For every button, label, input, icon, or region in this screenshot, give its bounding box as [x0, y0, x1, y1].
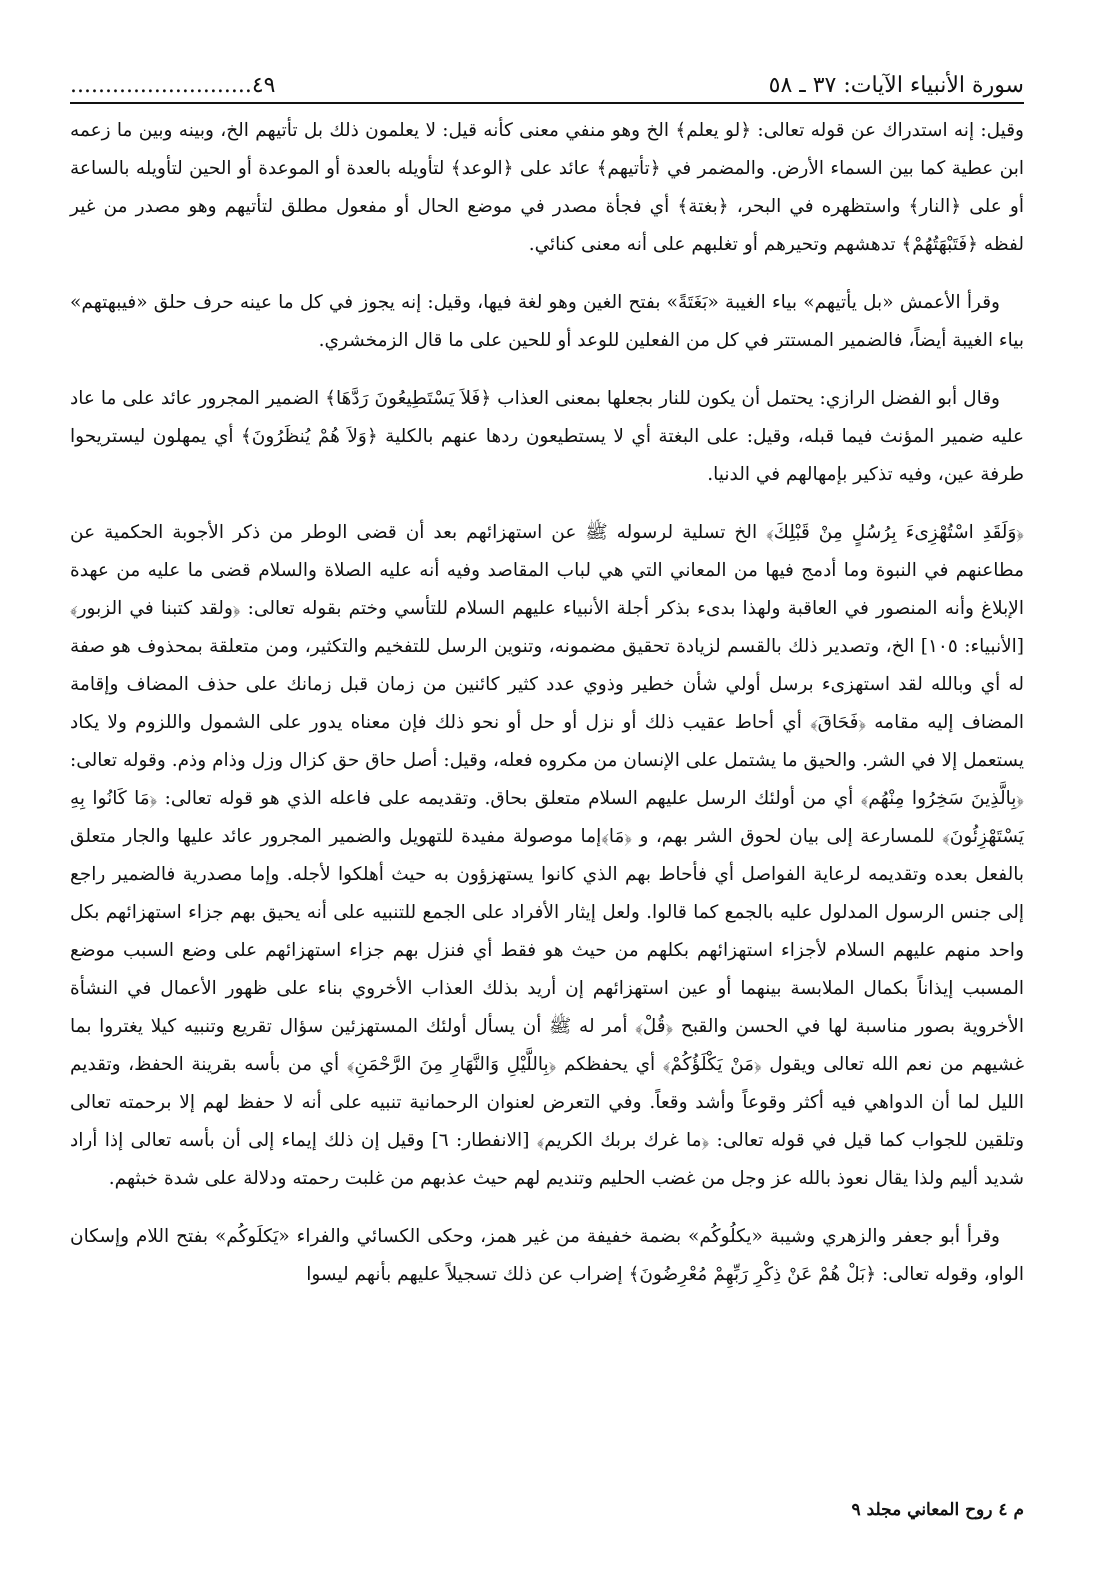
paragraph: وقرأ الأعمش «بل يأتيهم» بياء الغيبة «بَغَتَةً» بفتح الغين وهو لغة فيها، وقيل: إنه يجوز في كل ما عينه حرف حلق «فيبهتهم» بياء الغيبة أيضاً، فالضمير المستتر في كل من الفعلين للوعد أو للحين على ما قال الزمخشري. [70, 292, 1024, 351]
page-body [70, 112, 1024, 1306]
paragraph: ﴿وَلَقَدِ اسْتُهْزِىءَ بِرُسُلٍ مِنْ قَبْلِكَ﴾ الخ تسلية لرسوله ﷺ عن استهزائهم بعد أن قضى الوطر من ذكر الأجوبة الحكمية عن مطاعنهم في النبوة وما أدمج فيها من المعاني التي هي لباب المقاصد وفيه أنه عليه الصلاة والسلام قضى ما عليه من عهدة الإبلاغ وأنه المنصور في العاقبة ولهذا بدىء بذكر أجلة الأنبياء عليهم السلام للتأسي وختم بقوله تعالى: ﴿ولقد كتبنا في الزبور﴾ [الأنبياء: ١٠٥] الخ، وتصدير ذلك بالقسم لزيادة تحقيق مضمونه، وتنوين الرسل للتفخيم والتكثير، ومن متعلقة بمحذوف هو صفة له أي وبالله لقد استهزىء برسل أولي شأن خطير وذوي عدد كثير كائنين من زمان قبل زمانك على حذف المضاف وإقامة المضاف إليه مقامه ﴿فَحَاقَ﴾ أي أحاط عقيب ذلك أو نزل أو حل أو نحو ذلك فإن معناه يدور على الشمول واللزوم ولا يكاد يستعمل إلا في الشر. والحيق ما يشتمل على الإنسان من مكروه فعله، وقيل: أصل حاق حق كزال وزل وذام وذم. وقوله تعالى: ﴿بِالَّذِينَ سَخِرُوا مِنْهُم﴾ أي من أولئك الرسل عليهم السلام متعلق بحاق. وتقديمه على فاعله الذي هو قوله تعالى: ﴿مَا كَانُوا بِهِ يَسْتَهْزِئُونَ﴾ للمسارعة إلى بيان لحوق الشر بهم، و ﴿مَا﴾إما موصولة مفيدة للتهويل والضمير المجرور عائد عليها والجار متعلق بالفعل بعده وتقديمه لرعاية الفواصل أي فأحاط بهم الذي كانوا يستهزؤون به حيث أهلكوا لأجله. وإما مصدرية فالضمير راجع إلى جنس الرسول المدلول عليه بالجمع كما قالوا. ولعل إيثار الأفراد على الجمع للتنبيه على أنه يحيق بهم جزاء استهزائهم بكل واحد منهم عليهم السلام لأجزاء استهزائهم بكلهم من حيث هو فقط أي فنزل بهم جزاء استهزائهم على وضع السبب موضع المسبب إيذاناً بكمال الملابسة بينهما أو عين استهزائهم إن أريد بذلك العذاب الأخروي بناء على ظهور الأعمال في النشأة الأخروية بصور مناسبة لها في الحسن والقبح ﴿قُلْ﴾ أمر له ﷺ أن يسأل أولئك المستهزئين سؤال تقريع وتنبيه كيلا يغتروا بما غشيهم من نعم الله تعالى ويقول ﴿مَنْ يَكْلَؤُكُمْ﴾ أي يحفظكم ﴿بِاللَّيْلِ وَالنَّهَارِ مِنَ الرَّحْمَنِ﴾ أي من بأسه بقرينة الحفظ، وتقديم الليل لما أن الدواهي فيه أكثر وقوعاً وأشد وقعاً. وفي التعرض لعنوان الرحمانية تنبيه على أنه لا حفظ لهم إلا برحمته تعالى وتلقين للجواب كما قيل في قوله تعالى: ﴿ما غرك بربك الكريم﴾ [الانفطار: ٦] وقيل إن ذلك إيماء إلى أن بأسه تعالى إذا أراد شديد أليم ولذا يقال نعوذ بالله عز وجل من غضب الحليم وتنديم لهم حيث عذبهم من غلبت رحمته ودلالة على شدة خبثهم. [70, 522, 1025, 1189]
paragraph: وقرأ أبو جعفر والزهري وشيبة «يكلُوكُم» بضمة خفيفة من غير همز، وحكى الكسائي والفراء «يَكلَوكُم» بفتح اللام وإسكان الواو، وقوله تعالى: ﴿بَلْ هُمْ عَنْ ذِكْرِ رَبِّهِمْ مُعْرِضُونَ﴾ إضراب عن ذلك تسجيلاً عليهم بأنهم ليسوا [70, 1226, 1024, 1285]
paragraph: وقيل: إنه استدراك عن قوله تعالى: ﴿لو يعلم﴾ الخ وهو منفي معنى كأنه قيل: لا يعلمون ذلك بل تأتيهم الخ، وبينه وبين ما زعمه ابن عطية كما بين السماء الأرض. والمضمر في ﴿تأتيهم﴾ عائد على ﴿الوعد﴾ لتأويله بالعدة أو الموعدة أو الحين لتأويله بالساعة أو على ﴿النار﴾ واستظهره في البحر، ﴿بغتة﴾ أي فجأة مصدر في موضع الحال أو مفعول مطلق لتأتيهم وهو مصدر من غير لفظه ﴿فَتَبْهَتُهُمْ﴾ تدهشهم وتحيرهم أو تغلبهم على أنه معنى كنائي. [70, 120, 1024, 255]
paragraph: وقال أبو الفضل الرازي: يحتمل أن يكون للنار بجعلها بمعنى العذاب ﴿فَلاَ يَسْتَطِيعُونَ رَدَّهَا﴾ الضمير المجرور عائد على ما عاد عليه ضمير المؤنث فيما قبله، وقيل: على البغتة أي لا يستطيعون ردها عنهم بالكلية ﴿وَلاَ هُمْ يُنظَرُونَ﴾ أي يمهلون ليستريحوا طرفة عين، وفيه تذكير بإمهالهم في الدنيا. [70, 388, 1024, 485]
running-title: سورة الأنبياء الآيات: ٣٧ ـ ٥٨ [768, 73, 1024, 98]
page-footer-signature: م ٤ روح المعاني مجلد ٩ [851, 1500, 1024, 1520]
page-number: ٤٩.......................... [70, 73, 276, 98]
page-header [70, 58, 1024, 104]
